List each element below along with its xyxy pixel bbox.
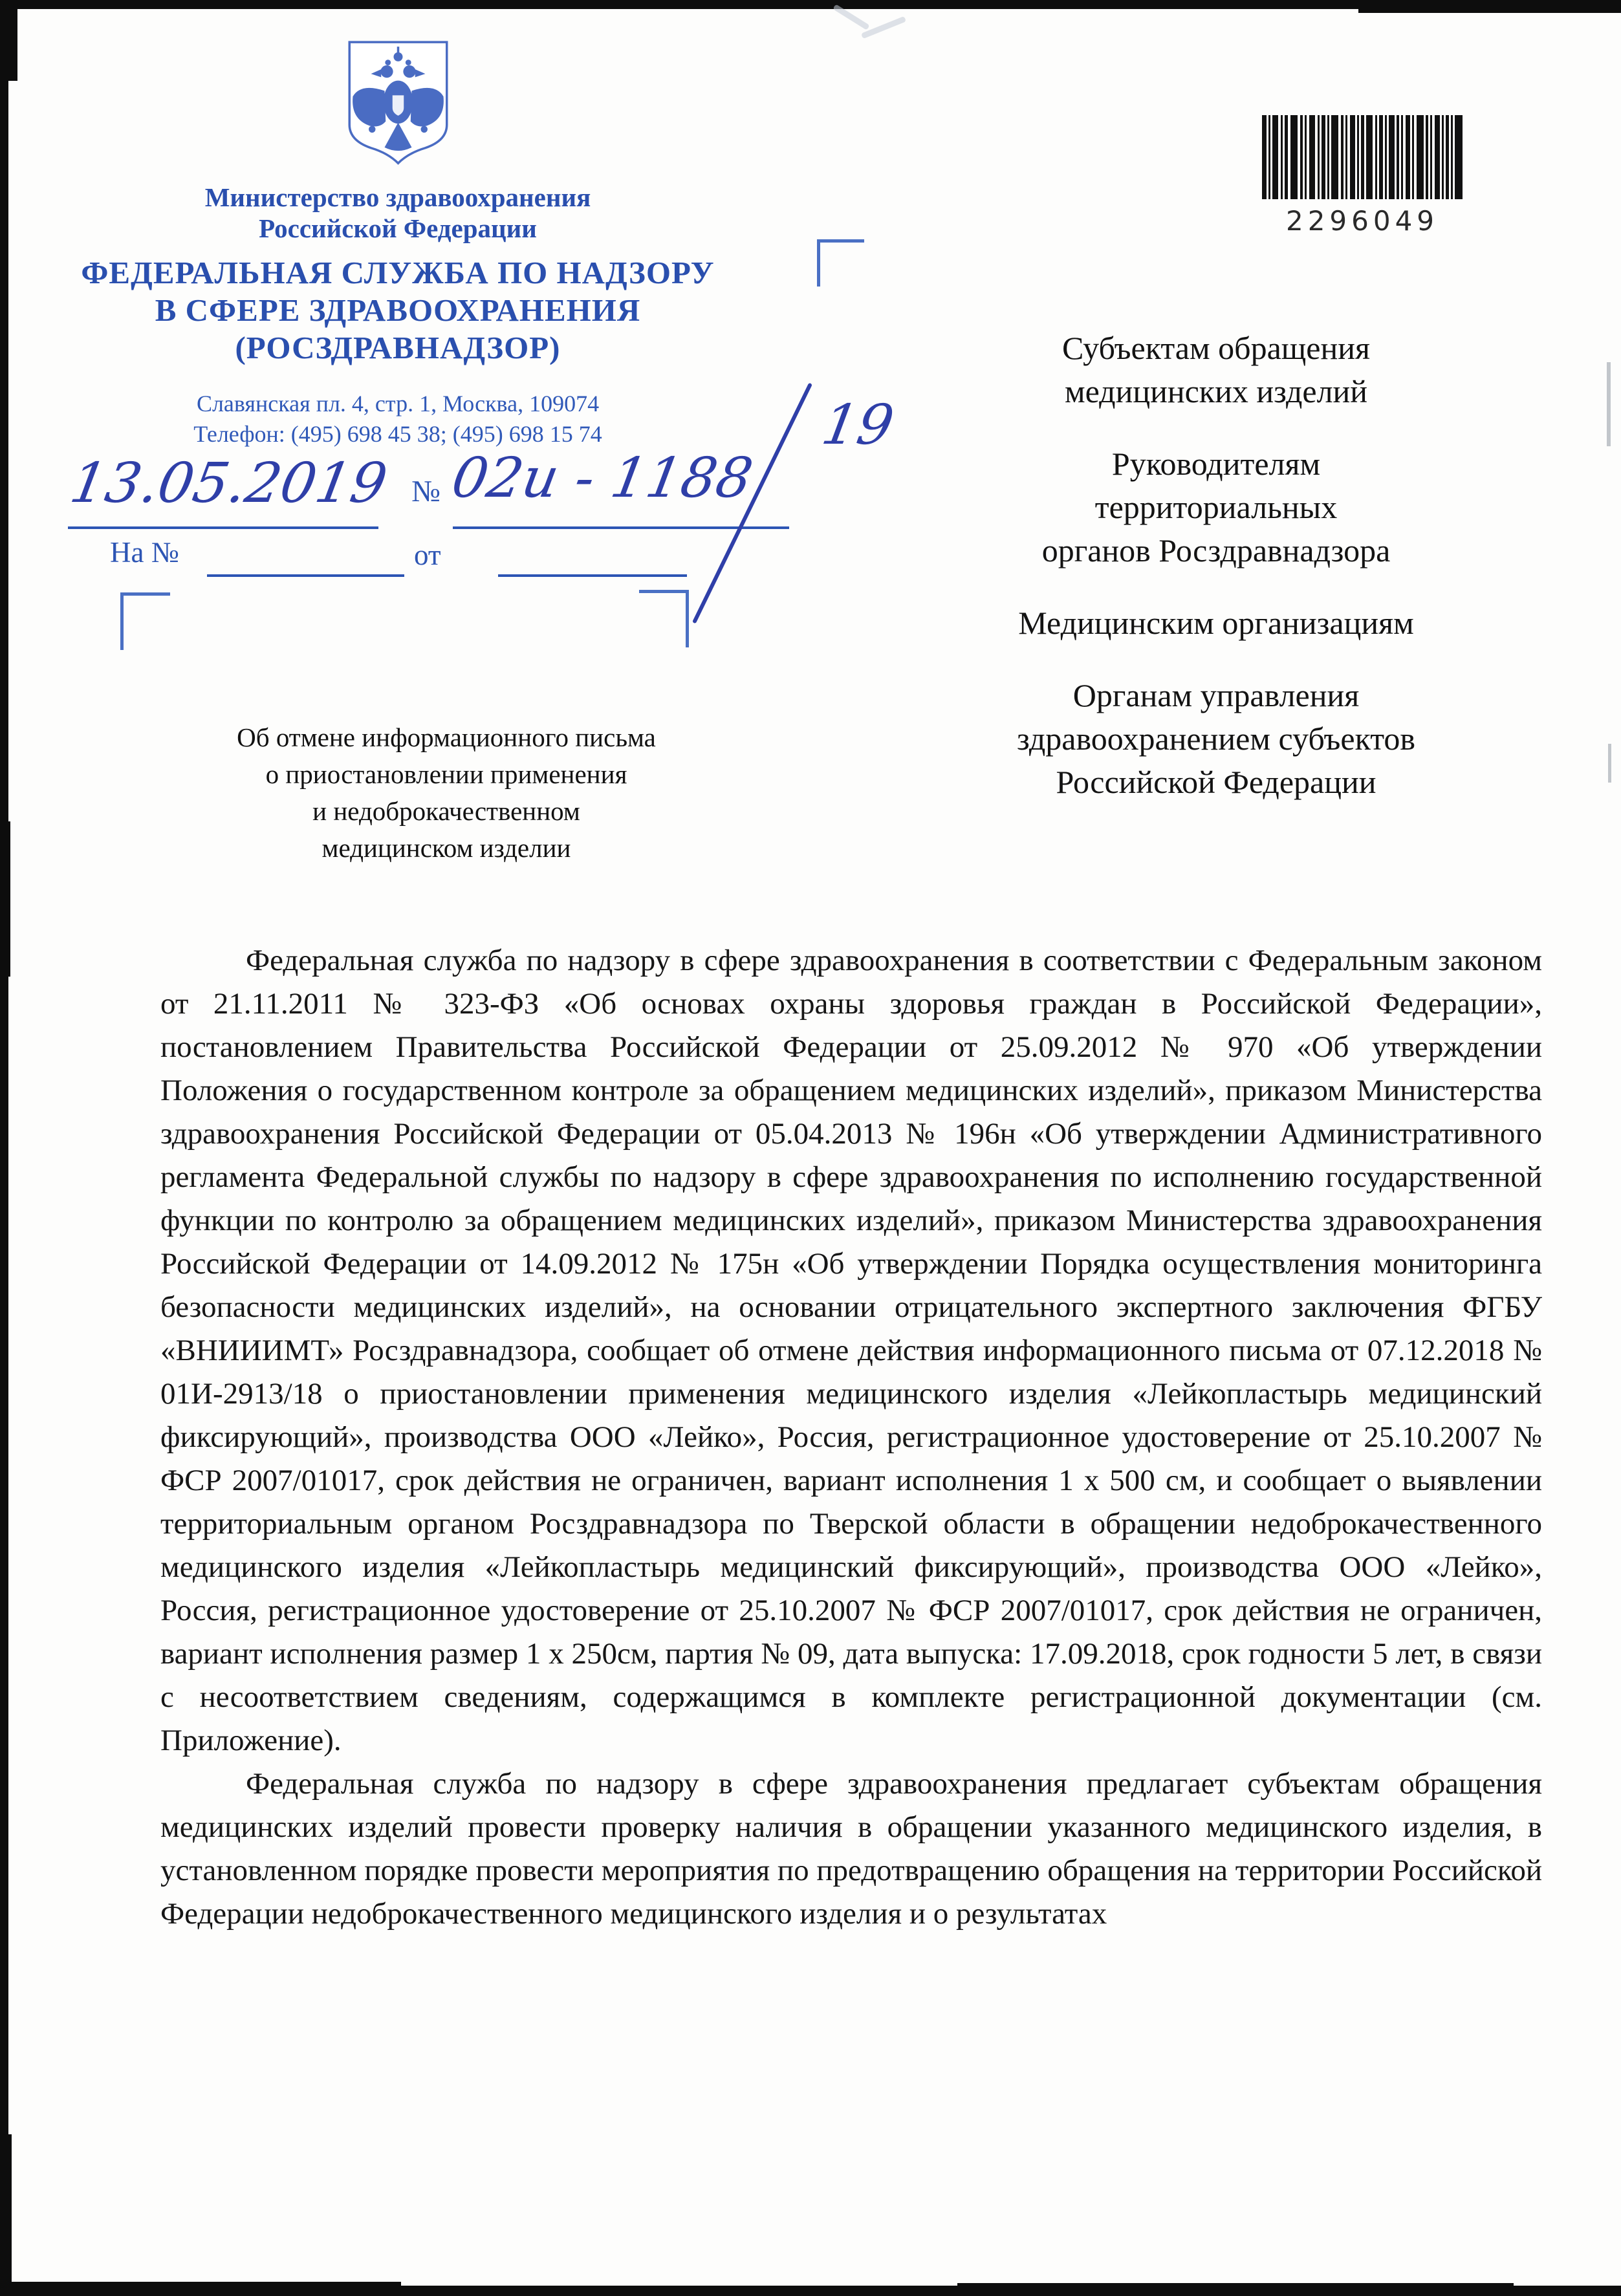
reply-to-number-label: На № (110, 536, 179, 569)
scan-artifact-left-blob-top (0, 0, 17, 81)
service-line-3: (РОСЗДРАВНАДЗОР) (235, 330, 561, 365)
corner-bracket-right (639, 590, 689, 647)
addressee-group-4 (909, 674, 1523, 804)
scan-artifact-right-mark-1 (1607, 362, 1611, 446)
addressee-group-1 (909, 327, 1523, 413)
subject-line: Об отмене информационного письма (237, 722, 656, 752)
reply-from-label: от (414, 539, 441, 571)
subject-line: о приостановлении применения (265, 759, 627, 789)
service-line-1: ФЕДЕРАЛЬНАЯ СЛУЖБА ПО НАДЗОРУ (81, 255, 715, 290)
date-underline (68, 526, 378, 529)
reply-number-underline (207, 574, 404, 577)
coat-of-arms-emblem (342, 38, 455, 170)
subject-line: и недоброкачественном (312, 796, 580, 826)
addressee-line: органов Росздравнадзора (1041, 532, 1391, 569)
ministry-line-2: Российской Федерации (259, 213, 537, 243)
handwritten-number-year: 19 (817, 393, 898, 457)
addressee-line: Субъектам обращения (1062, 330, 1370, 366)
addressee-line: Российской Федерации (1056, 764, 1376, 800)
ministry-line-1: Министерство здравоохранения (204, 182, 591, 212)
reply-date-underline (498, 574, 687, 577)
letterhead (55, 38, 741, 449)
addressee-line: медицинских изделий (1064, 373, 1368, 409)
scan-artifact-left-blob-mid (0, 821, 10, 977)
barcode-number: 2296049 (1285, 205, 1439, 237)
addressee-line: Медицинским организациям (1018, 605, 1414, 641)
letter-subject (232, 719, 661, 867)
handwritten-outgoing-number: 02и - 1188 (447, 446, 757, 510)
ministry-name (55, 182, 741, 244)
addressee-line: Руководителям (1111, 446, 1321, 482)
barcode-icon (1261, 115, 1463, 199)
addressee-group-2 (909, 442, 1523, 572)
letter-body (160, 939, 1542, 1936)
addressee-group-3 (909, 601, 1523, 645)
corner-bracket-left (120, 592, 170, 650)
org-address-line: Славянская пл. 4, стр. 1, Москва, 109074 (196, 391, 600, 417)
addressee-line: здравоохранением субъектов (1016, 720, 1416, 757)
number-sign-label: № (411, 475, 441, 508)
service-line-2: В СФЕРЕ ЗДРАВООХРАНЕНИЯ (155, 292, 641, 328)
org-phone-line: Телефон: (495) 698 45 38; (495) 698 15 74 (193, 421, 602, 447)
addressee-list (909, 327, 1523, 833)
subject-line: медицинском изделии (321, 833, 571, 863)
body-paragraph-2: Федеральная служба по надзору в сфере здравоохранения предлагает субъектам обращения медицинских изделий провести проверку наличия в обращении указанного медицинского изделия, в установленном порядке провести мероприятия по предотвращению обращения на территории Российской Федерации недоброкачественного медицинского изделия и о результатах (160, 1767, 1542, 1931)
addressee-line: Органам управления (1072, 677, 1360, 713)
scan-artifact-left-bar (0, 0, 8, 2296)
scan-artifact-bottom-bar-right (957, 2283, 1514, 2296)
scan-artifact-bottom-bar-left (0, 2282, 401, 2296)
addressee-line: территориальных (1094, 489, 1338, 525)
handwritten-date: 13.05.2019 (65, 451, 392, 515)
scan-artifact-right-mark-2 (1608, 744, 1611, 783)
org-contact-block (55, 389, 741, 449)
corner-bracket-addressee-field (817, 239, 864, 287)
scan-artifact-top-bar-right (1358, 0, 1621, 13)
scan-artifact-left-blob-bottom (0, 2134, 12, 2296)
service-name (55, 254, 741, 367)
barcode-block (1261, 115, 1463, 237)
body-paragraph-1: Федеральная служба по надзору в сфере здравоохранения в соответствии с Федеральным законом от 21.11.2011 № 323-ФЗ «Об основах охраны здоровья граждан в Российской Федерации», постановлением Правительства Российской Федерации от 25.09.2012 № 970 «Об утверждении Положения о государственном контроле за обращением медицинских изделий», приказом Министерства здравоохранения Российской Федерации от 05.04.2013 № 196н «Об утверждении Административного регламента Федеральной службы по надзору в сфере здравоохранения по исполнению государственной функции по контролю за обращением медицинских изделий», приказом Министерства здравоохранения Российской Федерации от 14.09.2012 № 175н «Об утверждении Порядка осуществления мониторинга безопасности медицинских изделий», на основании отрицательного экспертного заключения ФГБУ «ВНИИИМТ» Росздравнадзора, сообщает об отмене действия информационного письма от 07.12.2018 № 01И-2913/18 о приостановлении применения медицинского изделия «Лейкопластырь медицинский фиксирующий», производства ООО «Лейко», Россия, регистрационное удостоверение от 25.10.2007 № ФСР 2007/01017, срок действия не ограничен, вариант исполнения 1 х 500 см, и сообщает о выявлении территориальным органом Росздравнадзора по Тверской области в обращении недоброкачественного медицинского изделия «Лейкопластырь медицинский фиксирующий», производства ООО «Лейко», Россия, регистрационное удостоверение от 25.10.2007 № ФСР 2007/01017, срок действия не ограничен, вариант исполнения размер 1 х 250см, партия № 09, дата выпуска: 17.09.2018, срок годности 5 лет, в связи с несоответствием сведениям, содержащимся в комплекте регистрационной документации (см. Приложение). (160, 944, 1542, 1757)
